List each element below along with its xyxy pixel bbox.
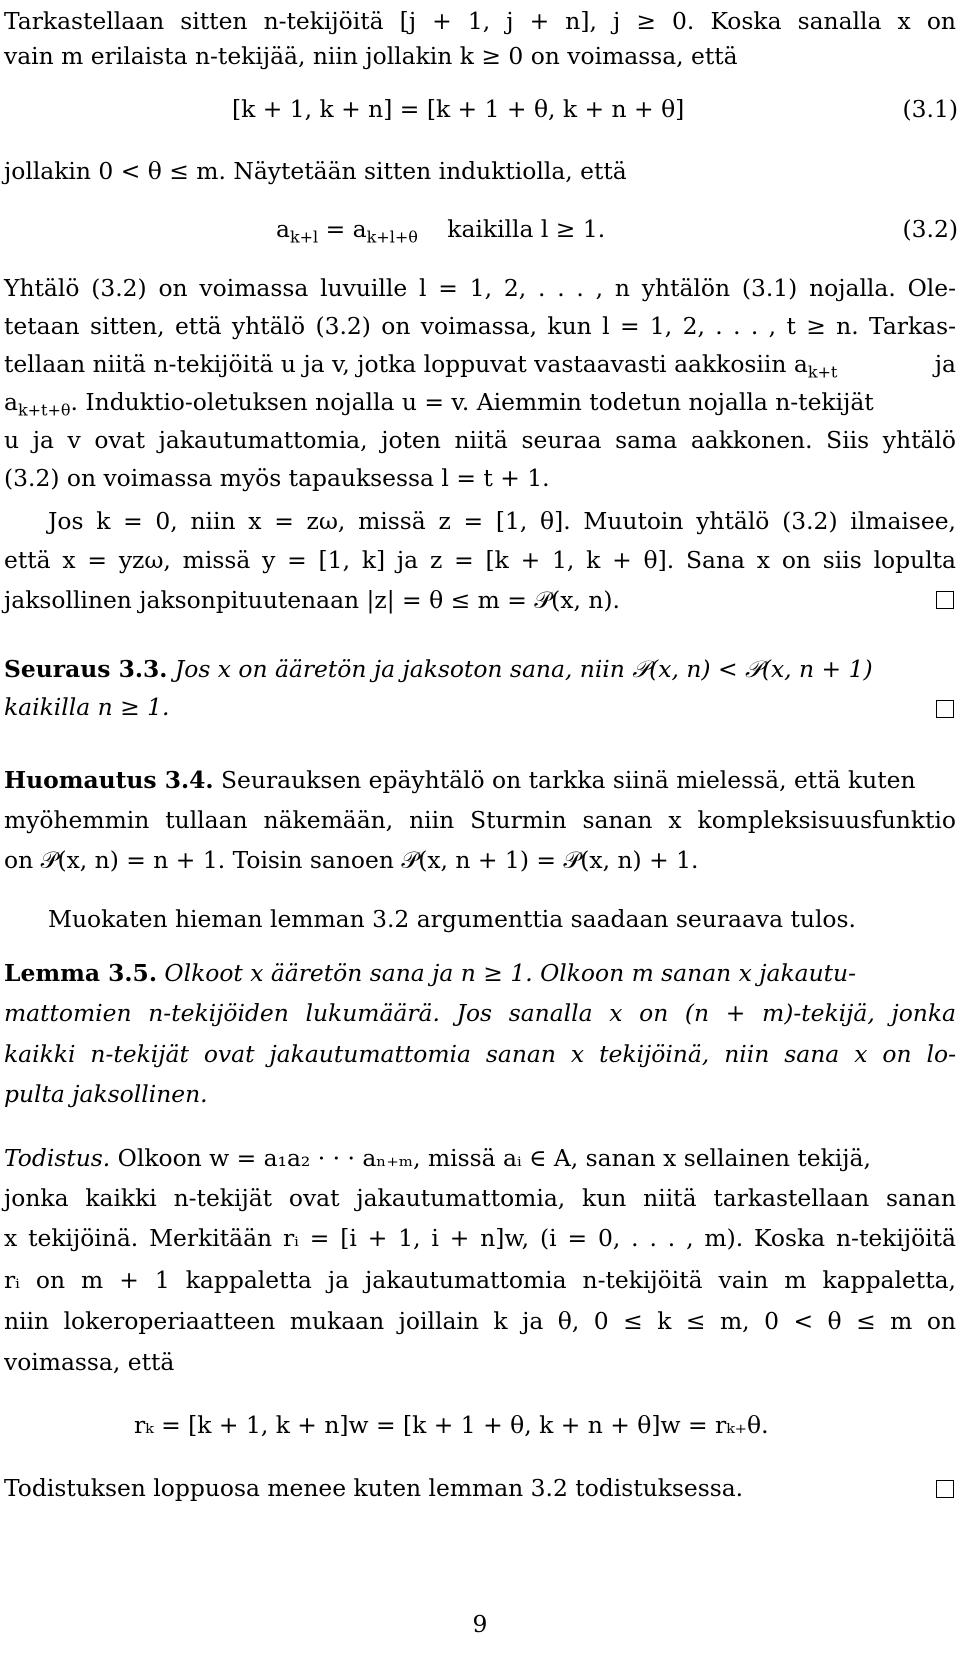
text-line: voimassa, että bbox=[4, 1348, 175, 1376]
text-line: Jos k = 0, niin x = zω, missä z = [1, θ]. Muutoin yhtälö (3.2) ilmaisee, bbox=[48, 507, 956, 535]
text-line: kaikilla n ≥ 1. bbox=[4, 693, 170, 721]
text-line: $a_{k+t+\theta}$. Induktio-oletuksen nojalla u = v. Aiemmin todetun nojalla n-tekijät bbox=[4, 388, 874, 420]
text-line: Todistuksen loppuosa menee kuten lemman 3.2 todistuksessa. bbox=[4, 1474, 744, 1502]
page-number: 9 bbox=[472, 1610, 488, 1638]
text-line: Tarkastellaan sitten n-tekijöitä [j + 1, j + n], j ≥ 0. Koska sanalla x on bbox=[4, 7, 956, 35]
text-line: että x = yzω, missä y = [1, k] ja z = [k + 1, k + θ]. Sana x on siis lopulta bbox=[4, 546, 956, 574]
text-line: pulta jaksollinen. bbox=[4, 1080, 208, 1108]
text-line: (3.2) on voimassa myös tapauksessa l = t + 1. bbox=[4, 464, 550, 492]
text-line: mattomien n-tekijöiden lukumäärä. Jos sanalla x on (n + m)-tekijä, jonka bbox=[4, 999, 956, 1027]
corollary-line: Seuraus 3.3. Jos x on ääretön ja jaksoton sana, niin 𝒫(x, n) < 𝒫(x, n + 1) bbox=[4, 655, 873, 683]
equation-3-1: [k + 1, k + n] = [k + 1 + θ, k + n + θ] bbox=[232, 95, 685, 123]
text-line: vain m erilaista n-tekijää, niin jollakin k ≥ 0 on voimassa, että bbox=[4, 42, 738, 70]
text-line: Yhtälö (3.2) on voimassa luvuille l = 1, 2, . . . , n yhtälön (3.1) nojalla. Ole- bbox=[4, 274, 956, 302]
proof-line: Todistus. Olkoon w = a₁a₂ · · · aₙ₊ₘ, missä aᵢ ∈ A, sanan x sellainen tekijä, bbox=[4, 1144, 871, 1172]
text-line: jaksollinen jaksonpituutenaan |z| = θ ≤ m = 𝒫(x, n). bbox=[4, 586, 620, 614]
qed-box bbox=[936, 700, 954, 718]
text-line: tellaan niitä n-tekijöitä u ja v, jotka loppuvat vastaavasti aakkosiin $a_{k+t}$ ja bbox=[4, 350, 956, 382]
lemma-line: Lemma 3.5. Olkoot x ääretön sana ja n ≥ 1. Olkoon m sanan x jakautu- bbox=[4, 959, 857, 987]
remark-line: Huomautus 3.4. Seurauksen epäyhtälö on tarkka siinä mielessä, että kuten bbox=[4, 766, 916, 794]
text-line: jollakin 0 < θ ≤ m. Näytetään sitten induktiolla, että bbox=[4, 157, 627, 185]
text-line: jonka kaikki n-tekijät ovat jakautumattomia, kun niitä tarkastellaan sanan bbox=[4, 1184, 956, 1212]
qed-box bbox=[936, 1480, 954, 1498]
text-line: on 𝒫(x, n) = n + 1. Toisin sanoen 𝒫(x, n + 1) = 𝒫(x, n) + 1. bbox=[4, 846, 699, 874]
equation-unnumbered: rₖ = [k + 1, k + n]w = [k + 1 + θ, k + n + θ]w = rₖ₊θ. bbox=[134, 1411, 769, 1439]
qed-box bbox=[936, 591, 954, 609]
equation-number: (3.1) bbox=[902, 95, 958, 123]
text-line: tetaan sitten, että yhtälö (3.2) on voimassa, kun l = 1, 2, . . . , t ≥ n. Tarkas- bbox=[4, 312, 956, 340]
text-line: rᵢ on m + 1 kappaletta ja jakautumattomia n-tekijöitä vain m kappaletta, bbox=[4, 1266, 956, 1294]
text-line: x tekijöinä. Merkitään rᵢ = [i + 1, i + n]w, (i = 0, . . . , m). Koska n-tekijöitä bbox=[4, 1224, 956, 1252]
text-line: myöhemmin tullaan näkemään, niin Sturmin sanan x kompleksisuusfunktio bbox=[4, 806, 956, 834]
text-line: niin lokeroperiaatteen mukaan joillain k ja θ, 0 ≤ k ≤ m, 0 < θ ≤ m on bbox=[4, 1307, 956, 1335]
text-line: kaikki n-tekijät ovat jakautumattomia sanan x tekijöinä, niin sana x on lo- bbox=[4, 1040, 956, 1068]
text-line: u ja v ovat jakautumattomia, joten niitä seuraa sama aakkonen. Siis yhtälö bbox=[4, 426, 956, 454]
equation-number: (3.2) bbox=[902, 215, 958, 243]
text-line: Muokaten hieman lemman 3.2 argumenttia saadaan seuraava tulos. bbox=[48, 905, 856, 933]
equation-3-2: $a_{k+l} = a_{k+l+\theta}$ kaikilla l ≥ 1. bbox=[276, 215, 606, 247]
